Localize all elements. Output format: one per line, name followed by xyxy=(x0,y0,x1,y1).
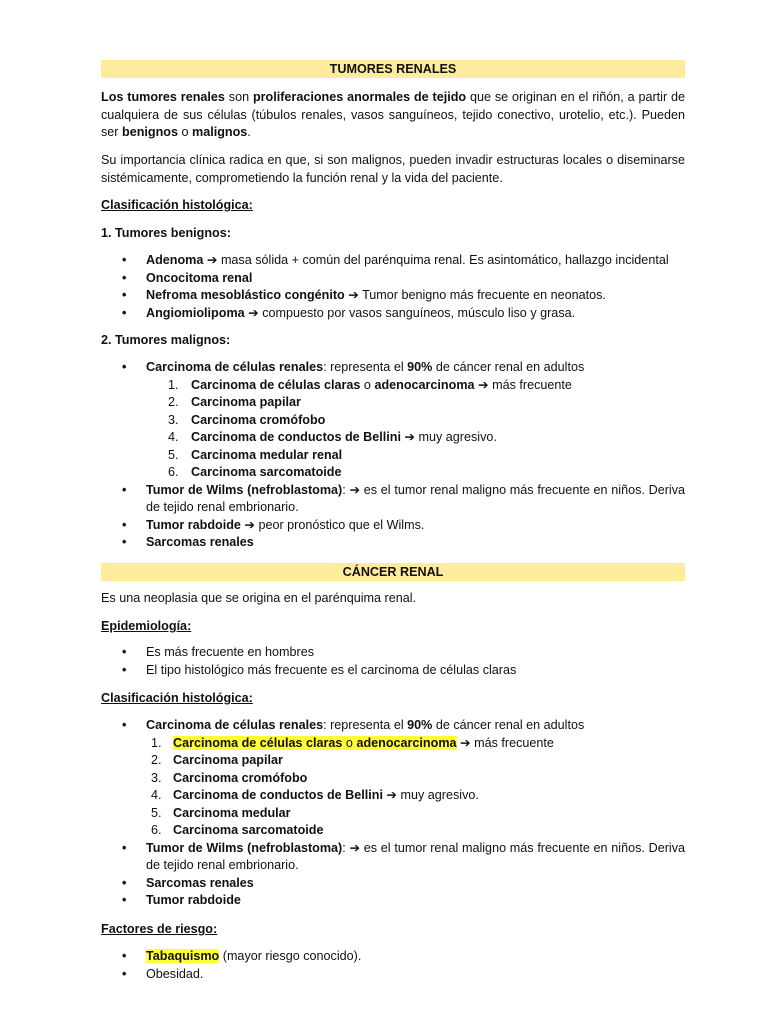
heading-epidemiologia: Epidemiología: xyxy=(101,619,192,633)
list-item: • Sarcomas renales xyxy=(101,875,685,893)
benign-list xyxy=(101,252,685,322)
list-item: 2. Carcinoma papilar xyxy=(168,395,301,409)
list-item: • Tumor de Wilms (nefroblastoma): ➔ es el tumor renal maligno más frecuente en niños. Deriva de tejido renal embrionario. xyxy=(101,840,685,875)
heading-clasificacion-1: Clasificación histológica: xyxy=(101,198,253,212)
list-item: 3. Carcinoma cromófobo xyxy=(151,770,308,785)
list-item: • El tipo histológico más frecuente es el carcinoma de células claras xyxy=(101,662,685,680)
cancer-definition: Es una neoplasia que se origina en el parénquima renal. xyxy=(101,591,417,605)
list-item: 1. Carcinoma de células claras o adenocarcinoma ➔ más frecuente xyxy=(168,377,572,392)
list-item: 5. Carcinoma medular renal xyxy=(168,447,343,462)
list-item: • Tumor rabdoide xyxy=(101,892,685,910)
list-item: 4. Carcinoma de conductos de Bellini ➔ muy agresivo. xyxy=(168,430,497,444)
intro-paragraph: Los tumores renales son proliferaciones anormales de tejido que se originan en el riñón, a partir de cualquiera de sus células (túbulos renales, vasos sanguíneos, tejido conectivo, urotelio, etc.). Pueden ser benignos o malignos. xyxy=(101,90,686,139)
list-item: • Carcinoma de células renales: representa el 90% de cáncer renal en adultos xyxy=(101,359,685,377)
list-item: • Tabaquismo (mayor riesgo conocido). xyxy=(101,948,685,966)
list-item: 1. Carcinoma de células claras o adenocarcinoma ➔ más frecuente xyxy=(151,735,554,750)
list-item: 6. Carcinoma sarcomatoide xyxy=(168,465,342,479)
rcc-subtypes-list-2 xyxy=(101,735,685,840)
list-item: 4. Carcinoma de conductos de Bellini ➔ muy agresivo. xyxy=(151,788,479,802)
section-title-tumores-renales: TUMORES RENALES xyxy=(101,60,685,78)
heading-malign: 2. Tumores malignos: xyxy=(101,333,231,347)
list-item: • Angiomiolipoma ➔ compuesto por vasos sanguíneos, músculo liso y grasa. xyxy=(101,305,685,323)
heading-clasificacion-2: Clasificación histológica: xyxy=(101,691,253,705)
epidemiology-list xyxy=(101,644,685,679)
rcc-subtypes-list xyxy=(101,377,685,482)
list-item: • Adenoma ➔ masa sólida + común del parénquima renal. Es asintomático, hallazgo incidental xyxy=(101,252,685,270)
list-item: • Tumor de Wilms (nefroblastoma): ➔ es el tumor renal maligno más frecuente en niños. Deriva de tejido renal embrionario. xyxy=(101,482,685,517)
list-item: 2. Carcinoma papilar xyxy=(151,753,283,767)
list-item: 6. Carcinoma sarcomatoide xyxy=(151,823,324,837)
heading-benign: 1. Tumores benignos: xyxy=(101,226,231,240)
list-item: 5. Carcinoma medular xyxy=(151,805,291,820)
risk-factors-list xyxy=(101,948,685,983)
malign-block xyxy=(101,359,685,552)
list-item: • Tumor rabdoide ➔ peor pronóstico que el Wilms. xyxy=(101,517,685,535)
importance-paragraph: Su importancia clínica radica en que, si son malignos, pueden invadir estructuras locales o diseminarse sistémicamente, comprometiendo la función renal y la vida del paciente. xyxy=(101,153,685,185)
list-item: • Es más frecuente en hombres xyxy=(101,644,685,662)
list-item: • Nefroma mesoblástico congénito ➔ Tumor benigno más frecuente en neonatos. xyxy=(101,287,685,305)
section-title-cancer-renal: CÁNCER RENAL xyxy=(101,563,685,581)
list-item: • Carcinoma de células renales: representa el 90% de cáncer renal en adultos xyxy=(101,717,685,735)
list-item: • Obesidad. xyxy=(101,966,685,984)
heading-factores-riesgo: Factores de riesgo: xyxy=(101,922,218,936)
cancer-classification-block xyxy=(101,717,685,910)
list-item: • Oncocitoma renal xyxy=(101,270,685,288)
list-item: 3. Carcinoma cromófobo xyxy=(168,412,326,427)
list-item: • Sarcomas renales xyxy=(101,534,685,552)
